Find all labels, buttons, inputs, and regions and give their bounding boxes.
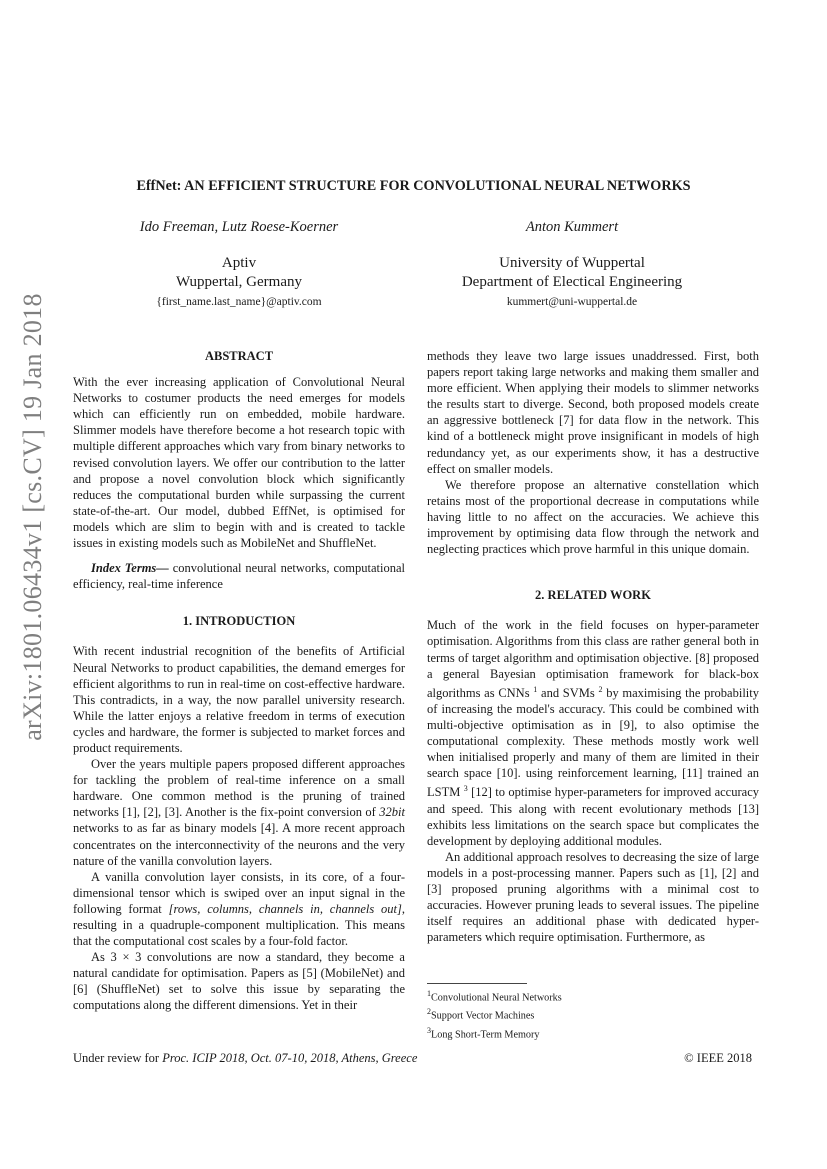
arxiv-id: arXiv:1801.06434v1 [cs.CV] 19 Jan 2018 xyxy=(18,293,47,741)
footnotes xyxy=(427,983,759,1042)
intro-p2-part-b: networks to as far as binary models [4]. A more recent approach concentrates on the interconnectivity of the neurons and the very nature of the vanilla convolution layers. xyxy=(73,821,405,868)
related-p1-part-b: and SVMs xyxy=(537,685,599,700)
intro-p3-italic: [rows, columns, channels in, channels out] xyxy=(168,901,402,916)
related-p1-part-d: [12] to optimise hyper-parameters for improved accuracy and speed. This along with recent evolutionary methods [13] exhibits less limitations on the search space but complicates the development by deploying additional modules. xyxy=(427,785,759,848)
author-block-right xyxy=(406,219,738,308)
footnote-2 xyxy=(427,1005,759,1023)
footnote-1-text: Convolutional Neural Networks xyxy=(431,992,562,1004)
intro-paragraph-1: With recent industrial recognition of the benefits of Artificial Neural Networks to product capabilities, the demand emerges for efficient algorithms to run in real-time on cost-effective hardware. This contradicts, in a way, the now parallel university research. While the latter enjoys a relative freedom in terms of execution cycles and hardware, the former is subjected to market forces and product requirements. xyxy=(73,644,405,755)
right-column xyxy=(427,348,759,946)
related-paragraph-1 xyxy=(427,617,759,849)
footer-copyright: © IEEE 2018 xyxy=(684,1051,752,1065)
index-terms-text: convolutional neural networks, computational efficiency, real-time inference xyxy=(73,561,405,592)
right-paragraph-2: We therefore propose an alternative constellation which retains most of the proportional decrease in computations while having little to no affect on the accuracies. We achieve this improvement by optimising data flow through the network and neglecting practices which prove harmful in this unique domain. xyxy=(427,477,759,557)
related-work-heading: 2. RELATED WORK xyxy=(535,588,651,603)
author-email-left: {first_name.last_name}@aptiv.com xyxy=(156,296,322,308)
author-location-left: Wuppertal, Germany xyxy=(175,274,302,290)
footnote-ref-3: 3 xyxy=(463,784,468,794)
paper-title: EffNet: AN EFFICIENT STRUCTURE FOR CONVOLUTIONAL NEURAL NETWORKS xyxy=(136,178,691,194)
author-block-left xyxy=(73,219,405,308)
author-names-left: Ido Freeman, Lutz Roese-Koerner xyxy=(139,219,339,235)
intro-paragraph-3 xyxy=(73,869,405,949)
footer-review-note xyxy=(73,1051,417,1066)
author-org-right: University of Wuppertal xyxy=(499,255,645,271)
intro-p4-part-a: As xyxy=(91,950,111,965)
intro-p4-math: 3 × 3 xyxy=(110,950,142,965)
intro-heading: 1. INTRODUCTION xyxy=(182,614,296,629)
footnote-3 xyxy=(427,1024,759,1042)
footer-venue: Proc. ICIP 2018, Oct. 07-10, 2018, Athens, Greece xyxy=(162,1051,418,1065)
author-names-right: Anton Kummert xyxy=(525,219,619,235)
intro-p2-math: 32bit xyxy=(379,805,405,820)
footer-prefix: Under review for xyxy=(73,1051,163,1065)
left-column xyxy=(73,348,405,1014)
intro-p3-part-a: A vanilla convolution layer consists, in its core, of a four-dimensional tensor which is swiped over an input signal in the following format xyxy=(73,869,405,916)
related-paragraph-2: An additional approach resolves to decreasing the size of large models in a post-processing manner. Papers such as [1], [2] and [3] proposed pruning algorithms with a minimal cost to accuracies. However pruning leads to several issues. The pipeline itself requires an additional phase with dedicated hyper-parameters which require optimisation. Furthermore, as xyxy=(427,849,759,945)
intro-paragraph-4 xyxy=(73,949,405,1013)
footnote-ref-2: 2 xyxy=(598,684,603,694)
arxiv-watermark xyxy=(18,0,48,1169)
abstract-text: With the ever increasing application of Convolutional Neural Networks to costumer products the need emerges for models which can efficiently run on embedded, mobile hardware. Slimmer models have therefore become a hot research topic with multiple different approaches which vary from binary networks to revised convolution layers. We offer our contribution to the latter and propose a novel convolution block which significantly reduces the computational burden while surpassing the current state-of-the-art. Our model, dubbed EffNet, is optimised for models which are slim to begin with and is created to tackle issues in existing models such as MobileNet and ShuffleNet. xyxy=(73,375,405,551)
related-p1-part-c: by maximising the probability of increasing the model's accuracy. This could be combined with multi-objective optimisation as in [9], to also optimise the computational complexity. These methods mostly work well when initialised properly and many of them are limited in their search space [10]. using reinforcement learning, [11] trained an LSTM xyxy=(427,685,759,800)
author-org-left: Aptiv xyxy=(221,255,257,271)
index-terms xyxy=(73,560,405,592)
intro-paragraph-2 xyxy=(73,756,405,869)
footnote-2-text: Support Vector Machines xyxy=(431,1010,535,1022)
footnote-3-text: Long Short-Term Memory xyxy=(431,1029,540,1041)
author-dept-right: Department of Electical Engineering xyxy=(461,274,683,290)
footnote-1-num: 1 xyxy=(427,989,431,998)
right-paragraph-1: methods they leave two large issues unaddressed. First, both papers report taking large networks and making them smaller and more efficient. When applying their models to slimmer networks the results start to diverge. Second, both proposed models create an aggressive bottleneck [7] for data flow in the network. This kind of a bottleneck might prove insignificant in models of high redundancy yet, as our experiments show, it has a destructive effect on smaller models. xyxy=(427,349,759,476)
footnote-rule xyxy=(427,983,527,984)
footnote-2-num: 2 xyxy=(427,1007,431,1017)
index-terms-label: Index Terms— xyxy=(91,561,169,576)
intro-p2-part-a: Over the years multiple papers proposed different approaches for tackling the problem of real-time inference on a small hardware. One common method is the pruning of trained networks [1], [2], [3]. Another is the fix-point conversion of xyxy=(73,757,405,820)
intro-p3-part-b: , resulting in a quadruple-component multiplication. This means that the computational cost scales by a four-fold factor. xyxy=(73,901,405,949)
author-email-right: kummert@uni-wuppertal.de xyxy=(506,296,638,308)
footnote-ref-1: 1 xyxy=(533,684,538,694)
footnote-1 xyxy=(427,987,759,1005)
intro-p4-part-b: convolutions are now a standard, they become a natural candidate for optimisation. Papers as [5] (MobileNet) and [6] (ShuffleNet) set to solve this issue by separating the computations along the different dimensions. Yet in their xyxy=(73,950,405,1013)
related-p1-part-a: Much of the work in the field focuses on hyper-parameter optimisation. Algorithms from this class are rather general both in terms of target algorithm and optimisation objective. [8] proposed a general Bayesian optimisation framework for black-box algorithms as CNNs xyxy=(427,618,759,700)
abstract-heading: ABSTRACT xyxy=(204,349,274,363)
footnote-3-num: 3 xyxy=(427,1025,431,1035)
